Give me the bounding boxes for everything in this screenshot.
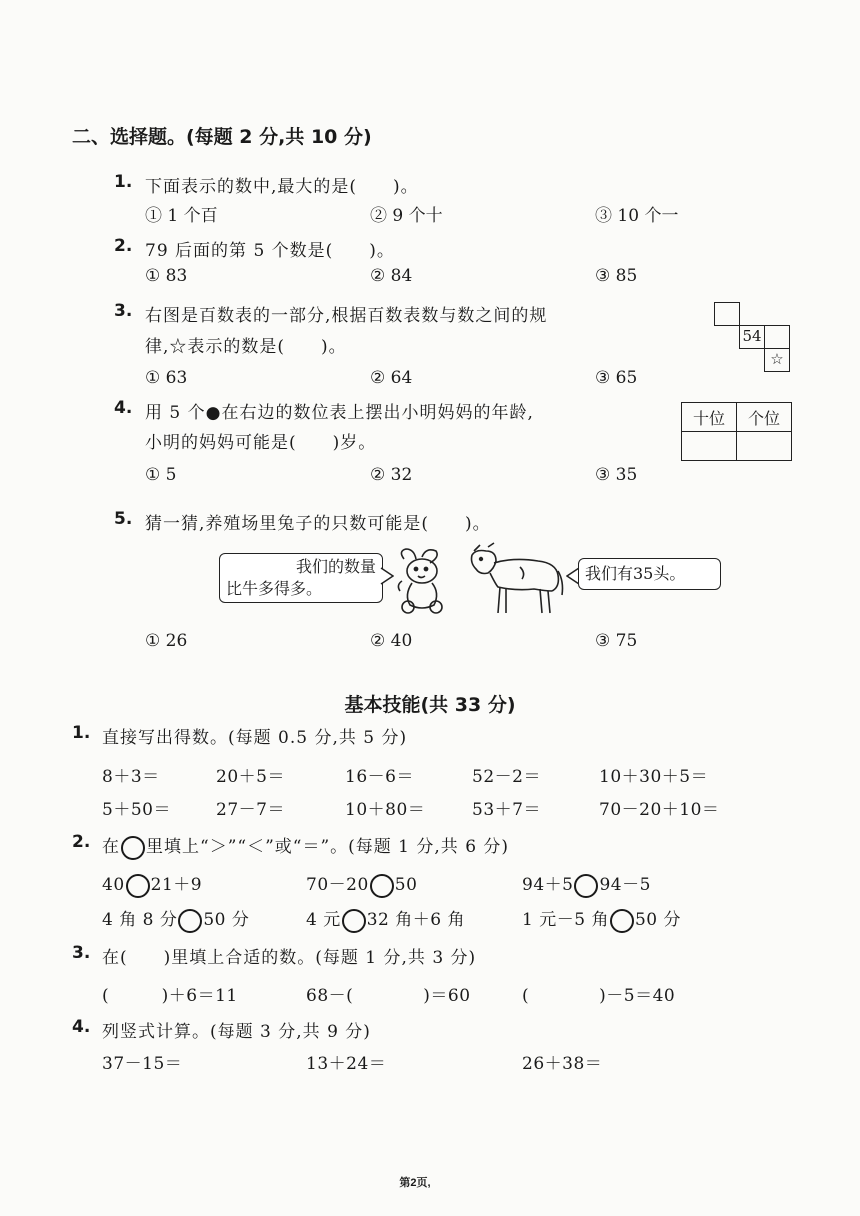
question-text-line1: 右图是百数表的一部分,根据百数表数与数之间的规 — [145, 306, 548, 326]
compare-right: 50 — [394, 875, 418, 895]
compare-left: 94＋5 — [522, 875, 574, 895]
fill-blank-equation[interactable]: 68－( )＝60 — [306, 986, 471, 1006]
table-cell-ones — [737, 432, 792, 461]
compare-left: 4 元 — [306, 910, 341, 930]
page-number: 第2页, — [399, 1177, 431, 1189]
fill-blank-equation[interactable]: ( )－5＝40 — [522, 986, 676, 1006]
question-text-line1: 用 5 个●在右边的数位表上摆出小明妈妈的年龄, — [145, 403, 534, 423]
problem-number: 4. — [72, 1017, 91, 1037]
compare-right: 32 角＋6 角 — [366, 910, 465, 930]
compare-item — [522, 870, 651, 898]
equation: 70－20＋10＝ — [599, 800, 720, 820]
problem-text — [102, 832, 509, 860]
option: ③ 65 — [595, 368, 638, 388]
option: ② 40 — [370, 631, 413, 651]
option: ① 5 — [145, 465, 177, 485]
question-number: 5. — [114, 509, 133, 529]
question-number: 1. — [114, 172, 133, 192]
table-header-tens: 十位 — [682, 403, 737, 432]
compare-left: 1 元－5 角 — [522, 910, 609, 930]
problem-number: 1. — [72, 723, 91, 743]
problem-text: 直接写出得数。(每题 0.5 分,共 5 分) — [102, 728, 408, 748]
equation: 27－7＝ — [216, 800, 285, 820]
problem-text-post: 里填上“＞”“＜”或“＝”。(每题 1 分,共 6 分) — [146, 837, 510, 857]
equation: 10＋80＝ — [345, 800, 426, 820]
compare-item — [102, 905, 249, 933]
bubble-text: 我们有35头。 — [585, 564, 686, 583]
bubble-text-line1: 我们的数量 — [295, 557, 376, 576]
question-number: 4. — [114, 398, 133, 418]
question-number: 2. — [114, 236, 133, 256]
compare-left: 4 角 8 分 — [102, 910, 178, 930]
section-heading-choice: 二、选择题。(每题 2 分,共 10 分) — [72, 126, 372, 148]
equation: 20＋5＝ — [216, 767, 285, 787]
compare-item — [522, 905, 681, 933]
compare-circle-input[interactable] — [178, 909, 202, 933]
problem-text: 列竖式计算。(每题 3 分,共 9 分) — [102, 1022, 371, 1042]
compare-item — [102, 870, 202, 898]
compare-circle-input[interactable] — [126, 874, 150, 898]
grid-cell — [739, 325, 765, 349]
fill-blank-equation[interactable]: ( )＋6＝11 — [102, 986, 238, 1006]
grid-cell — [764, 348, 790, 372]
grid-number: 54 — [742, 327, 762, 345]
equation: 52－2＝ — [472, 767, 541, 787]
speech-bubble-cow — [578, 558, 721, 590]
equation: 8＋3＝ — [102, 767, 160, 787]
option: ③ 10 个一 — [595, 206, 679, 226]
problem-text-pre: 在 — [102, 837, 120, 857]
compare-item — [306, 870, 417, 898]
grid-cell — [764, 325, 790, 349]
equation: 16－6＝ — [345, 767, 414, 787]
rabbit-icon — [392, 545, 462, 615]
option: ③ 35 — [595, 465, 638, 485]
compare-right: 21＋9 — [150, 875, 203, 895]
vertical-calc: 26＋38＝ — [522, 1054, 603, 1074]
star-icon: ☆ — [770, 350, 784, 368]
section-heading-skills: 基本技能(共 33 分) — [344, 694, 516, 716]
option: ② 9 个十 — [370, 206, 443, 226]
option: ② 64 — [370, 368, 413, 388]
problem-text: 在( )里填上合适的数。(每题 1 分,共 3 分) — [102, 948, 477, 968]
question-number: 3. — [114, 301, 133, 321]
table-header-ones: 个位 — [737, 403, 792, 432]
question-text: 猜一猜,养殖场里兔子的只数可能是( )。 — [145, 514, 491, 534]
circle-blank-icon — [121, 836, 145, 860]
question-text-line2: 律,☆表示的数是( )。 — [145, 337, 347, 357]
equation: 53＋7＝ — [472, 800, 541, 820]
compare-right: 50 分 — [634, 910, 681, 930]
place-value-table — [681, 402, 792, 461]
equation: 5＋50＝ — [102, 800, 171, 820]
compare-left: 70－20 — [306, 875, 369, 895]
table-cell-tens — [682, 432, 737, 461]
option: ① 26 — [145, 631, 188, 651]
question-text-line2: 小明的妈妈可能是( )岁。 — [145, 433, 377, 453]
question-text: 79 后面的第 5 个数是( )。 — [145, 241, 395, 261]
option: ① 63 — [145, 368, 188, 388]
option: ① 1 个百 — [145, 206, 218, 226]
question-text: 下面表示的数中,最大的是( )。 — [145, 177, 419, 197]
speech-bubble-rabbit — [219, 553, 383, 603]
compare-left: 40 — [102, 875, 125, 895]
option: ② 84 — [370, 266, 413, 286]
compare-circle-input[interactable] — [342, 909, 366, 933]
vertical-calc: 13＋24＝ — [306, 1054, 387, 1074]
problem-number: 3. — [72, 943, 91, 963]
compare-right: 50 分 — [203, 910, 250, 930]
problem-number: 2. — [72, 832, 91, 852]
equation: 10＋30＋5＝ — [599, 767, 709, 787]
option: ③ 85 — [595, 266, 638, 286]
compare-right: 94－5 — [599, 875, 651, 895]
compare-item — [306, 905, 465, 933]
compare-circle-input[interactable] — [370, 874, 394, 898]
compare-circle-input[interactable] — [574, 874, 598, 898]
vertical-calc: 37－15＝ — [102, 1054, 183, 1074]
compare-circle-input[interactable] — [610, 909, 634, 933]
cow-icon — [464, 541, 566, 619]
bubble-text-line2: 比牛多得多。 — [226, 579, 323, 598]
grid-cell — [714, 302, 740, 326]
option: ③ 75 — [595, 631, 638, 651]
option: ② 32 — [370, 465, 413, 485]
option: ① 83 — [145, 266, 188, 286]
